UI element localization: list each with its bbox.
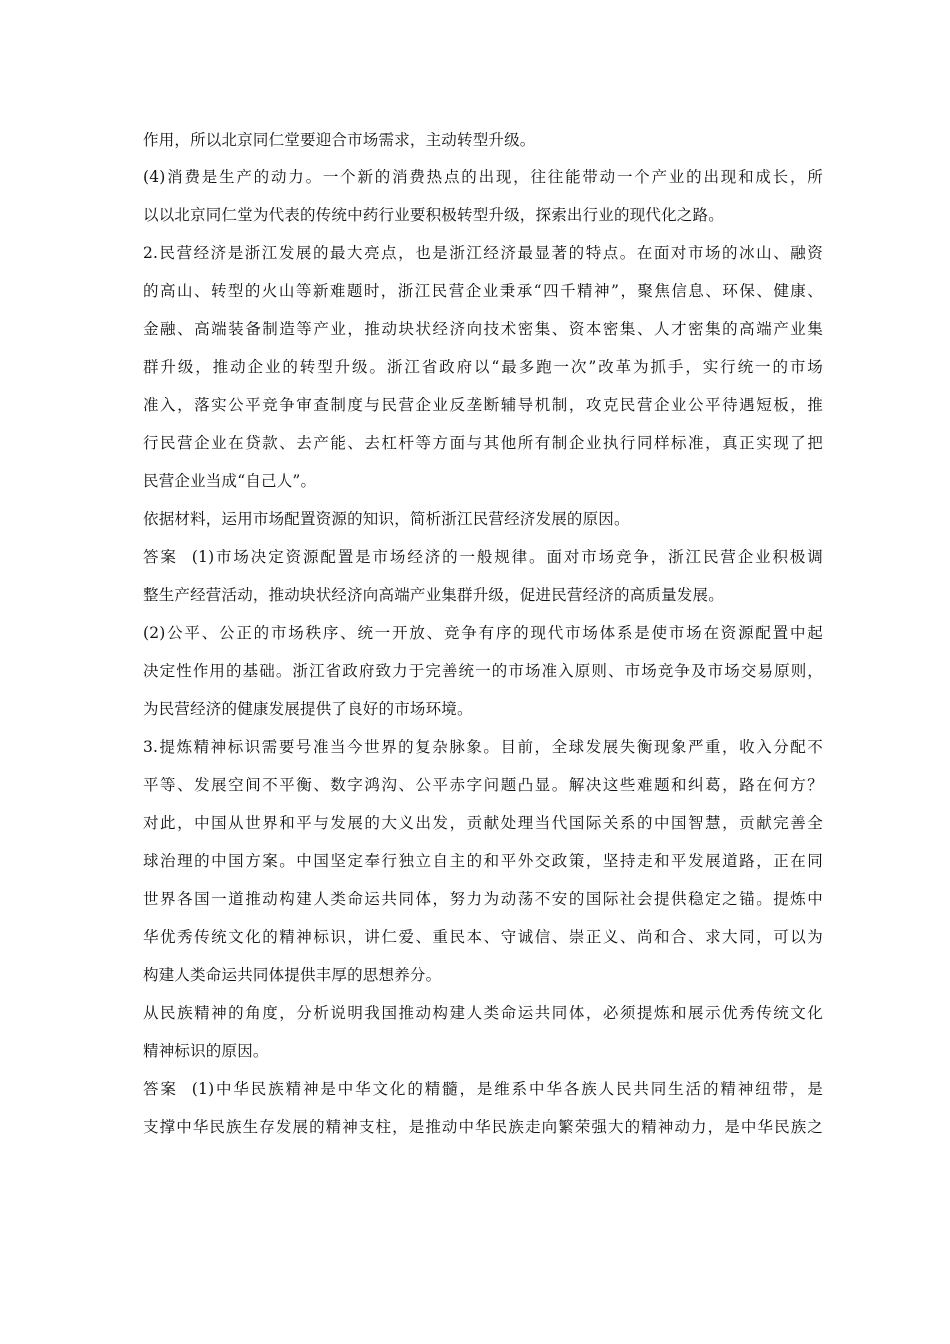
text-line: 2.民营经济是浙江发展的最大亮点，也是浙江经济最显著的特点。在面对市场的冰山、融资	[143, 244, 823, 262]
text-line: 整生产经营活动，推动块状经济向高端产业集群升级，促进民营经济的高质量发展。	[143, 586, 724, 604]
text-line: 准入，落实公平竞争审查制度与民营企业反垄断辅导机制，攻克民营企业公平待遇短板，推	[143, 396, 823, 414]
text-line: 3.提炼精神标识需要号准当今世界的复杂脉象。目前，全球发展失衡现象严重，收入分配不	[143, 738, 823, 756]
answer-line	[143, 1079, 823, 1099]
text-line: 平等、发展空间不平衡、数字鸿沟、公平赤字问题凸显。解决这些难题和纠葛，路在何方？	[143, 776, 823, 794]
text-line: 行民营企业在贷款、去产能、去杠杆等方面与其他所有制企业执行同样标准，真正实现了把	[143, 434, 823, 452]
question-prompt: 依据材料，运用市场配置资源的知识，简析浙江民营经济发展的原因。	[143, 510, 630, 528]
text-line: 民营企业当成“自己人”。	[143, 472, 317, 490]
text-line: 以以北京同仁堂为代表的传统中药行业要积极转型升级，探索出行业的现代化之路。	[143, 206, 724, 224]
text-line: 决定性作用的基础。浙江省政府致力于完善统一的市场准入原则、市场竞争及市场交易原则，	[143, 662, 823, 680]
text-line: 对此，中国从世界和平与发展的大义出发，贡献处理当代国际关系的中国智慧，贡献完善全	[143, 814, 823, 832]
text-line: 的高山、转型的火山等新难题时，浙江民营企业秉承“四千精神”，聚焦信息、环保、健康、	[143, 282, 823, 300]
text-line: 球治理的中国方案。中国坚定奉行独立自主的和平外交政策，坚持走和平发展道路，正在同	[143, 852, 823, 870]
text-line: 为民营经济的健康发展提供了良好的市场环境。	[143, 700, 473, 718]
answer-label: 答案	[143, 1080, 178, 1098]
question-prompt: 精神标识的原因。	[143, 1042, 269, 1060]
answer-text: (1)中华民族精神是中华文化的精髓，是维系中华各族人民共同生活的精神纽带，是	[191, 1080, 823, 1098]
text-line: (2)公平、公正的市场秩序、统一开放、竞争有序的现代市场体系是使市场在资源配置中起	[143, 624, 823, 642]
text-line: 金融、高端装备制造等产业，推动块状经济向技术密集、资本密集、人才密集的高端产业集	[143, 320, 823, 338]
text-line: 华优秀传统文化的精神标识，讲仁爱、重民本、守诚信、崇正义、尚和合、求大同，可以为	[143, 928, 823, 946]
text-line: (4)消费是生产的动力。一个新的消费热点的出现，往往能带动一个产业的出现和成长，所	[143, 168, 823, 186]
question-prompt: 从民族精神的角度，分析说明我国推动构建人类命运共同体，必须提炼和展示优秀传统文化	[143, 1004, 823, 1022]
text-line: 世界各国一道推动构建人类命运共同体，努力为动荡不安的国际社会提供稳定之锚。提炼中	[143, 890, 823, 908]
text-line: 构建人类命运共同体提供丰厚的思想养分。	[143, 966, 442, 984]
text-line: 群升级，推动企业的转型升级。浙江省政府以“最多跑一次”改革为抓手，实行统一的市场	[143, 358, 823, 376]
answer-text: (1)市场决定资源配置是市场经济的一般规律。面对市场竞争，浙江民营企业积极调	[191, 548, 823, 566]
text-line: 支撑中华民族生存发展的精神支柱，是推动中华民族走向繁荣强大的精神动力，是中华民族之	[143, 1118, 823, 1136]
text-line: 作用，所以北京同仁堂要迎合市场需求，主动转型升级。	[143, 131, 536, 149]
answer-label: 答案	[143, 548, 178, 566]
answer-line	[143, 547, 823, 567]
